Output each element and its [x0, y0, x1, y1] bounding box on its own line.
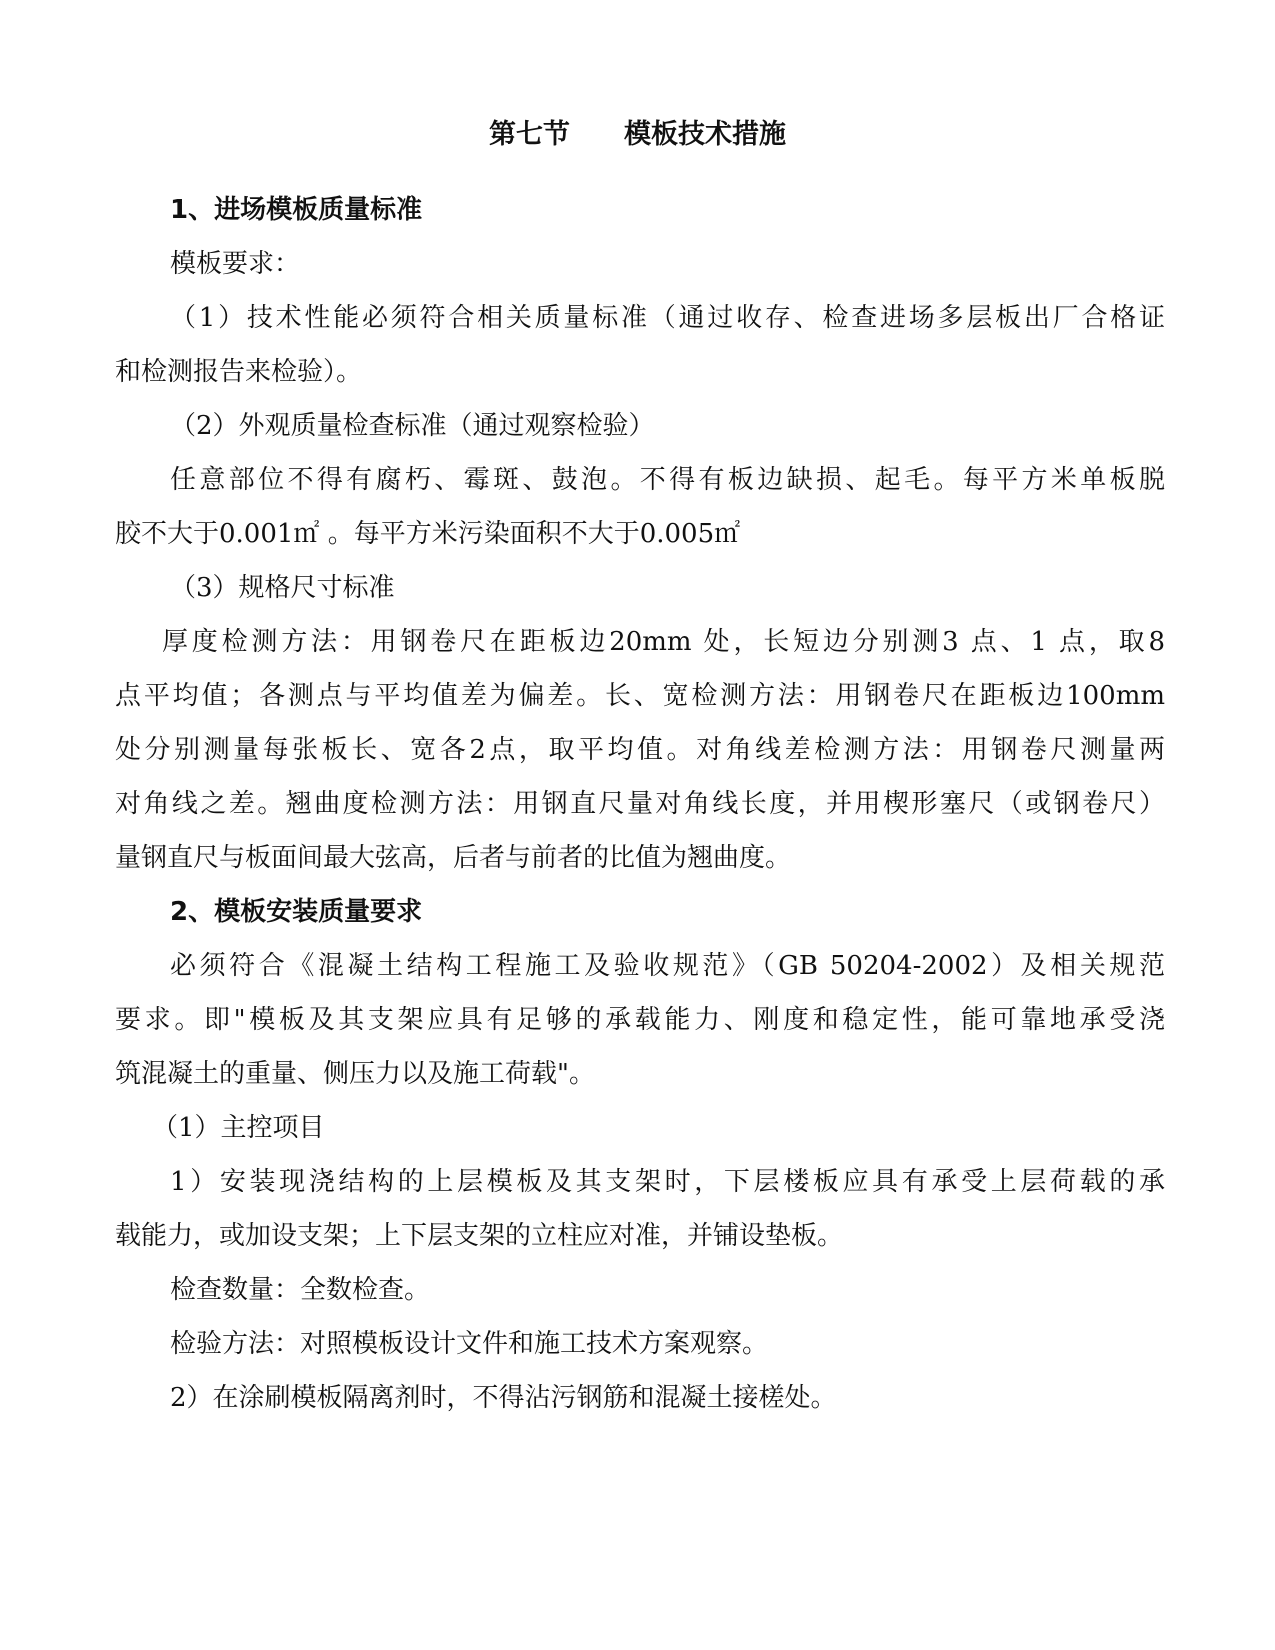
- spec-line5: 量钢直尺与板面间最大弦高，后者与前者的比值为翘曲度。: [115, 843, 792, 873]
- appearance-line2: 胶不大于0.001㎡ 。每平方米污染面积不大于0.005㎡: [115, 519, 741, 549]
- check-method: 检验方法：对照模板设计文件和施工技术方案观察。: [170, 1329, 769, 1359]
- main-control-items: （1）主控项目: [152, 1113, 325, 1143]
- spec-line3: 处分别测量每张板长、宽各2点，取平均值。对角线差检测方法：用钢卷尺测量两: [115, 735, 1165, 765]
- item1-line1: （1）技术性能必须符合相关质量标准（通过收存、检查进场多层板出厂合格证: [170, 303, 1165, 333]
- point2: 2）在涂刷模板隔离剂时，不得沾污钢筋和混凝土接槎处。: [170, 1383, 837, 1413]
- item2: （2）外观质量检查标准（通过观察检验）: [170, 411, 655, 441]
- intro-line3: 筑混凝土的重量、侧压力以及施工荷载"。: [115, 1059, 595, 1089]
- point1-line1: 1）安装现浇结构的上层模板及其支架时，下层楼板应具有承受上层荷载的承: [170, 1167, 1165, 1197]
- spec-line2: 点平均值；各测点与平均值差为偏差。长、宽检测方法：用钢卷尺在距板边100mm: [115, 681, 1165, 711]
- spec-line1: 厚度检测方法：用钢卷尺在距板边20mm 处，长短边分别测3 点、1 点，取8: [162, 627, 1165, 657]
- item3: （3）规格尺寸标准: [170, 573, 395, 603]
- appearance-line1: 任意部位不得有腐朽、霉斑、鼓泡。不得有板边缺损、起毛。每平方米单板脱: [170, 465, 1165, 495]
- formwork-requirements-label: 模板要求：: [170, 249, 301, 279]
- point1-line2: 载能力，或加设支架；上下层支架的立柱应对准，并铺设垫板。: [115, 1221, 844, 1251]
- heading-formwork-installation: 2、模板安装质量要求: [170, 897, 423, 927]
- item1-line2: 和检测报告来检验）。: [115, 357, 363, 387]
- check-quantity: 检查数量：全数检查。: [170, 1275, 431, 1305]
- intro-line1: 必须符合《混凝土结构工程施工及验收规范》（GB 50204-2002）及相关规范: [170, 951, 1165, 981]
- heading-incoming-formwork-quality: 1、进场模板质量标准: [170, 195, 423, 225]
- section-title: 第七节 模板技术措施: [489, 119, 786, 150]
- intro-line2: 要求。即"模板及其支架应具有足够的承载能力、刚度和稳定性，能可靠地承受浇: [115, 1005, 1165, 1035]
- spec-line4: 对角线之差。翘曲度检测方法：用钢直尺量对角线长度，并用楔形塞尺（或钢卷尺）: [115, 789, 1165, 819]
